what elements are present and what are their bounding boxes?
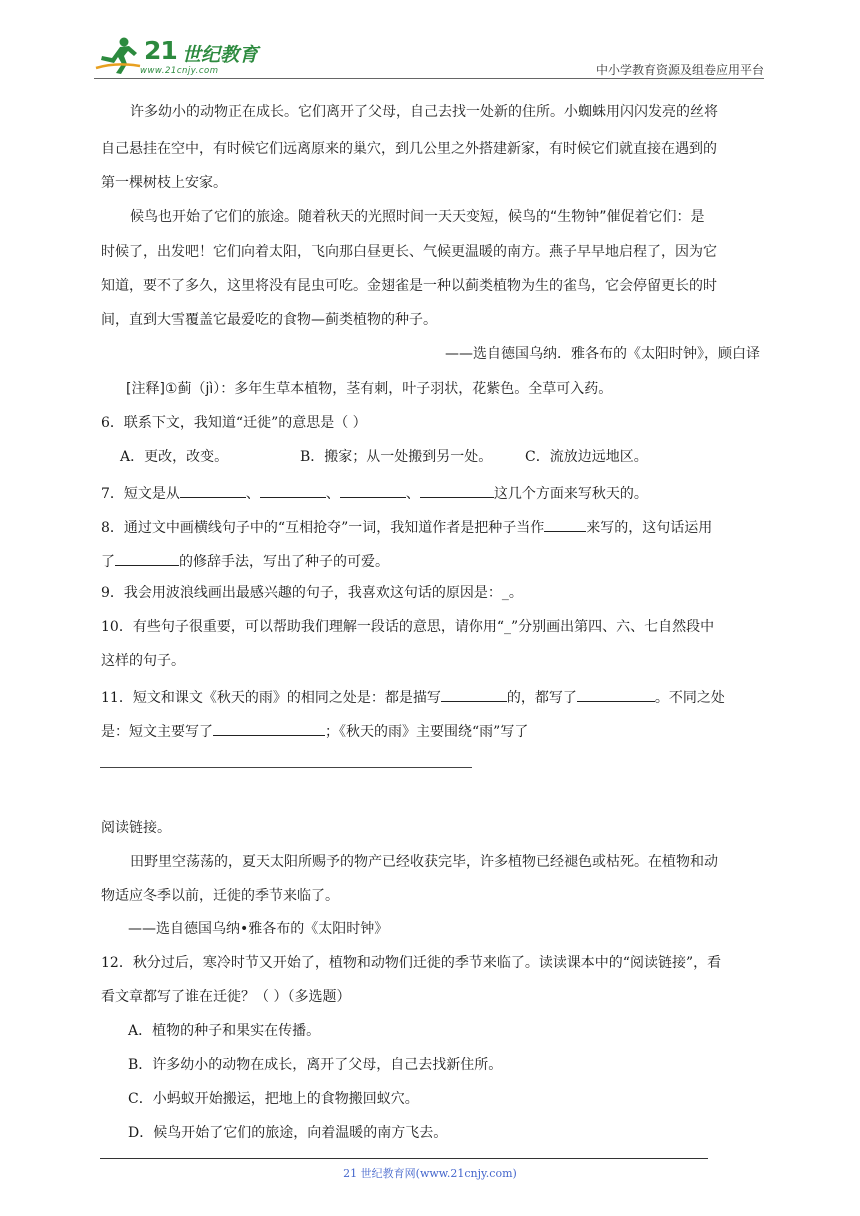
reading-link-source: ——选自德国乌纳•雅各布的《太阳时钟》 — [128, 921, 389, 937]
q8-text-4: 的修辞手法，写出了种子的可爱。 — [179, 554, 389, 570]
passage-p2-line3: 知道，要不了多久，这里将没有昆虫可吃。金翅雀是一种以蓟类植物为生的雀鸟，它会停留更长的时 — [101, 278, 717, 294]
logo-url: www.21cnjy.com — [140, 66, 219, 76]
question-8-line2 — [101, 551, 389, 571]
site-logo — [94, 34, 264, 78]
q7-text-end: 这几个方面来写秋天的。 — [493, 486, 648, 502]
q11-text-4: 是：短文主要写了 — [101, 724, 213, 740]
question-12-line1: 12．秋分过后，寒冷时节又开始了，植物和动物们迁徙的季节来临了。读读课本中的“阅读链接”，看 — [101, 955, 722, 971]
q8-text-3: 了 — [101, 554, 115, 570]
q7-separator: 、 — [405, 486, 420, 502]
q11-text-5: ；《秋天的雨》主要围绕“雨”写了 — [325, 724, 529, 740]
q7-blank-2 — [260, 483, 326, 498]
q12-option-d: D．候鸟开始了它们的旅途，向着温暖的南方飞去。 — [128, 1125, 448, 1141]
question-7 — [101, 483, 648, 503]
q7-blank-3 — [340, 483, 406, 498]
q12-option-a: A．植物的种子和果实在传播。 — [128, 1023, 321, 1039]
q7-separator: 、 — [325, 486, 340, 502]
passage-p1-line1: 许多幼小的动物正在成长。它们离开了父母，自己去找一处新的住所。小蜘蛛用闪闪发亮的丝将 — [130, 104, 718, 120]
footer-divider — [100, 1158, 708, 1159]
question-6: 6．联系下文，我知道“迁徙”的意思是（ ） — [101, 415, 367, 431]
reading-link-line1: 田野里空荡荡的，夏天太阳所赐予的物产已经收获完毕，许多植物已经褪色或枯死。在植物和动 — [130, 854, 718, 870]
q11-answer-line — [100, 767, 472, 768]
question-12-line2: 看文章都写了谁在迁徙？（ ）（多选题） — [101, 989, 351, 1005]
passage-p1-line2: 自己悬挂在空中，有时候它们远离原来的巢穴，到几公里之外搭建新家，有时候它们就直接在遇到的 — [101, 141, 717, 157]
question-10-line2: 这样的句子。 — [101, 653, 185, 669]
q7-text-start: 7．短文是从 — [101, 486, 180, 502]
logo-number: 21 — [144, 36, 177, 65]
q11-blank-2 — [577, 687, 655, 702]
q8-text-1: 8．通过文中画横线句子中的“互相抢夺”一词，我知道作者是把种子当作 — [101, 520, 545, 536]
passage-p2-line4: 间，直到大雪覆盖它最爱吃的食物—蓟类植物的种子。 — [101, 312, 437, 328]
q7-blank-4 — [420, 483, 494, 498]
q6-option-c: C．流放边远地区。 — [525, 449, 648, 465]
q6-option-a: A．更改，改变。 — [120, 449, 229, 465]
q8-blank-1 — [544, 517, 586, 532]
q7-separator: 、 — [245, 486, 260, 502]
passage-p2-line2: 时候了，出发吧！它们向着太阳，飞向那白昼更长、气候更温暖的南方。燕子早早地启程了，因为它 — [101, 244, 717, 260]
page-header — [94, 34, 764, 78]
runner-logo-icon — [94, 36, 142, 76]
q12-option-b: B．许多幼小的动物在成长，离开了父母，自己去找新住所。 — [128, 1057, 503, 1073]
passage-p1-line3: 第一棵树枝上安家。 — [101, 175, 227, 191]
q6-option-b: B．搬家；从一处搬到另一处。 — [300, 449, 493, 465]
passage-p2-line1: 候鸟也开始了它们的旅途。随着秋天的光照时间一天天变短，候鸟的“生物钟”催促着它们：是 — [130, 209, 705, 225]
question-11-line2 — [101, 721, 528, 741]
header-divider — [94, 78, 764, 79]
question-10-line1: 10．有些句子很重要，可以帮助我们理解一段话的意思，请你用“_”分别画出第四、六、七自然段中 — [101, 619, 715, 635]
q8-text-2: 来写的，这句话运用 — [586, 520, 713, 536]
q11-blank-3 — [213, 721, 325, 736]
page-footer: 21 世纪教育网(www.21cnjy.com) — [343, 1167, 517, 1180]
passage-note: [注释]①蓟（jì）：多年生草本植物，茎有刺，叶子羽状，花紫色。全草可入药。 — [126, 381, 613, 397]
question-11-line1 — [101, 687, 725, 707]
q11-text-2: 的，都写了 — [506, 690, 577, 706]
reading-link-line2: 物适应冬季以前，迁徙的季节来临了。 — [101, 888, 339, 904]
question-8-line1 — [101, 517, 712, 537]
q8-blank-2 — [115, 551, 179, 566]
q7-blank-1 — [180, 483, 246, 498]
question-9: 9．我会用波浪线画出最感兴趣的句子，我喜欢这句话的原因是：_。 — [101, 585, 523, 601]
q11-text-1: 11．短文和课文《秋天的雨》的相同之处是：都是描写 — [101, 690, 441, 706]
reading-link-title: 阅读链接。 — [101, 820, 171, 836]
q12-option-c: C．小蚂蚁开始搬运，把地上的食物搬回蚁穴。 — [128, 1091, 419, 1107]
q11-blank-1 — [441, 687, 507, 702]
q11-text-3: 。不同之处 — [654, 690, 725, 706]
logo-text: 世纪教育 — [182, 44, 259, 66]
passage-source: ——选自德国乌纳．雅各布的《太阳时钟》，顾白译 — [445, 346, 760, 362]
header-platform-text: 中小学教育资源及组卷应用平台 — [595, 63, 764, 77]
